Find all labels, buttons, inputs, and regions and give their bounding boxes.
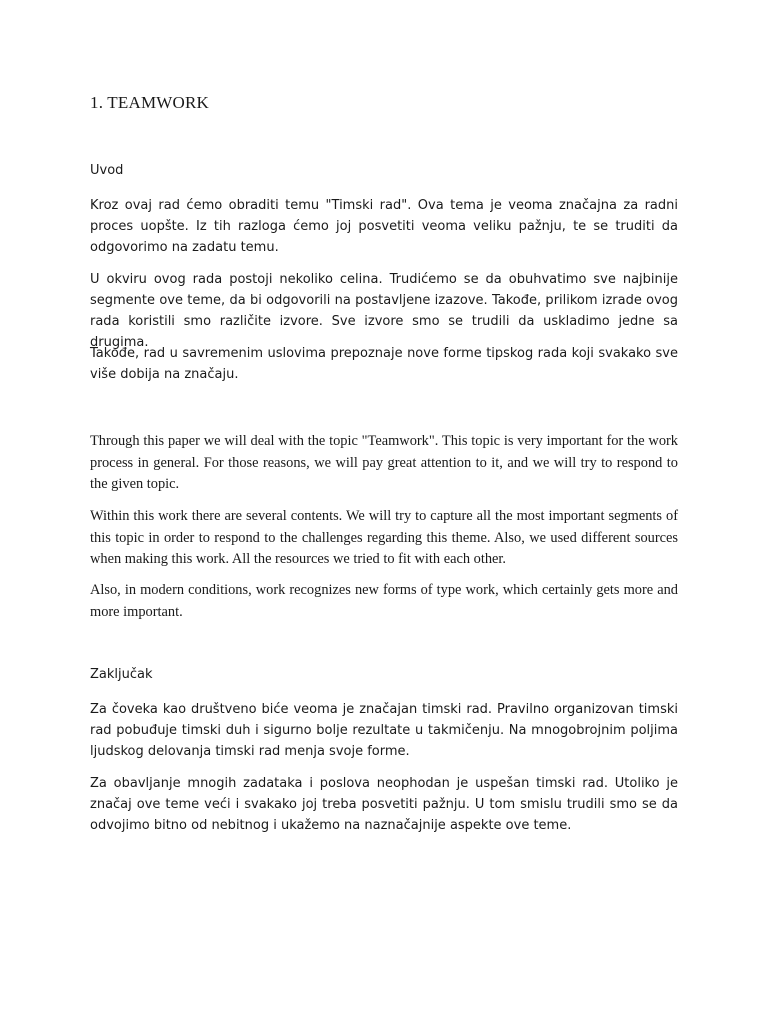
paragraph-english-2: Within this work there are several contents. We will try to capture all the most important segments of this topic in order to respond to the challenges regarding this theme. Also, we used different sources when making this work. All the resources we tried to fit with each other. [90, 508, 678, 567]
paragraph-zakljucak-2: Za obavljanje mnogih zadataka i poslova neophodan je uspešan timski rad. Utoliko je značaj ove teme veći i svakako joj treba posvetiti pažnju. U tom smislu trudili smo se da odvojimo bitno od nebitnog i ukažemo na naznačajnije aspekte ove teme. [90, 776, 678, 833]
paragraph-english-3: Also, in modern conditions, work recognizes new forms of type work, which certainly gets more and more important. [90, 582, 678, 620]
document-title: 1. TEAMWORK [90, 93, 209, 112]
paragraph-uvod-2: U okviru ovog rada postoji nekoliko celina. Trudićemo se da obuhvatimo sve najbinije segmente ove teme, da bi odgovorili na postavljene izazove. Takođe, prilikom izrade ovog rada koristili smo različite izvore. Sve izvore smo se trudili da uskladimo jedne sa drugima. [90, 272, 678, 350]
paragraph-zakljucak-1: Za čoveka kao društveno biće veoma je značajan timski rad. Pravilno organizovan timski rad pobuđuje timski duh i sigurno bolje rezultate u takmičenju. Na mnogobrojnim poljima ljudskog delovanja timski rad menja svoje forme. [90, 702, 678, 759]
paragraph-uvod-1: Kroz ovaj rad ćemo obraditi temu "Timski rad". Ova tema je veoma značajna za radni proces uopšte. Iz tih razloga ćemo joj posvetiti veoma veliku pažnju, te se truditi da odgovorimo na zadatu temu. [90, 198, 678, 255]
paragraph-uvod-3: Takođe, rad u savremenim uslovima prepoznaje nove forme tipskog rada koji svakako sve više dobija na značaju. [90, 346, 678, 382]
paragraph-english-1: Through this paper we will deal with the topic "Teamwork". This topic is very important for the work process in general. For those reasons, we will pay great attention to it, and we will try to respond to the given topic. [90, 433, 678, 492]
section-heading-zakljucak: Zaključak [90, 667, 153, 682]
section-heading-uvod: Uvod [90, 163, 124, 178]
